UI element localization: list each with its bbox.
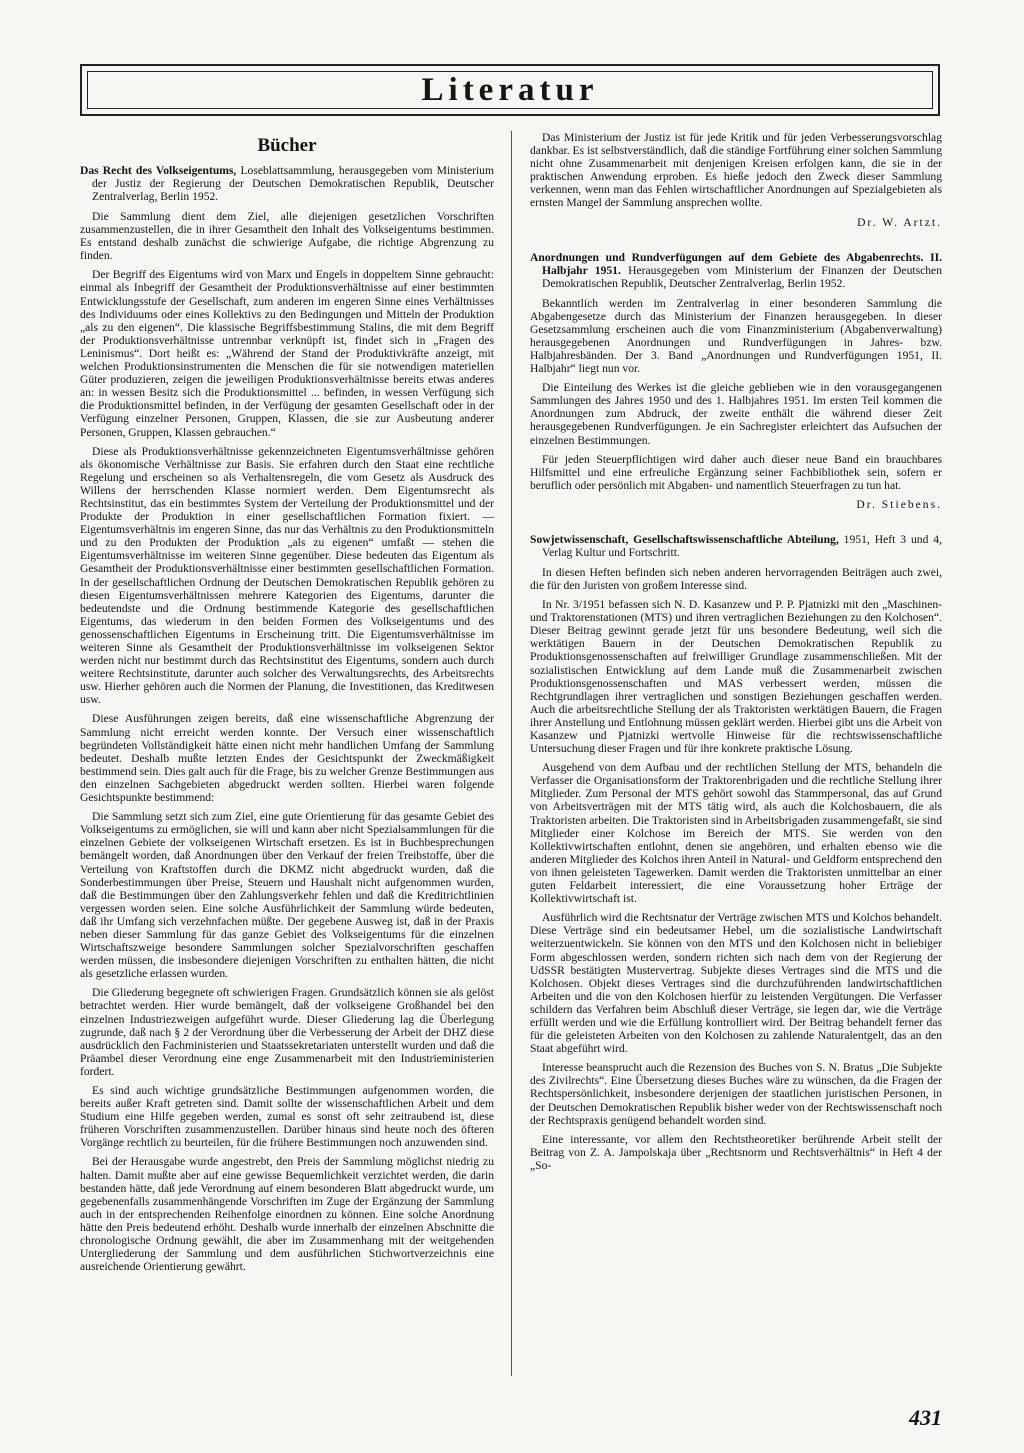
banner-inner-frame [87, 71, 933, 109]
entry-heading-title: Das Recht des Volkseigentums, [80, 164, 237, 177]
entry-heading-title: Anordnungen und Rundverfügungen auf dem Gebiete des Abgabenrechts. II. Halbjahr 1951. [530, 250, 942, 277]
entry-heading [530, 251, 942, 290]
paragraph: Interesse beansprucht auch die Rezension des Buches von S. N. Bratus „Die Subjekte des Zivilrechts“. Eine Übersetzung dieses Buches wäre zu wünschen, da die Fragen der Rechtspersönlichkeit, insbesondere derjenigen der staatlichen juristischen Personen, in der Deutschen Demokratischen Republik bisher weder von der Rechtswissenschaft noch der Rechtspraxis genügend behandelt worden sind. [530, 1061, 942, 1127]
right-column [530, 131, 942, 1385]
entry-heading-details: Loseblattsammlung, herausgegeben vom Ministerium der Justiz der Regierung der Deutschen Demokratischen Republik, Deutscher Zentralverlag, Berlin 1952. [92, 164, 494, 203]
entry-heading [80, 164, 494, 203]
paragraph: Die Sammlung dient dem Ziel, alle diejenigen gesetzlichen Vorschriften zusammenzustellen, die in ihrer Gesamtheit den Inhalt des Volkseigentums bestimmen. Es entstand deshalb zunächst die schwierige Aufgabe, die richtige Abgrenzung zu finden. [80, 210, 494, 263]
paragraph: In diesen Heften befinden sich neben anderen hervorragenden Beiträgen auch zwei, die für den Juristen von großem Interesse sind. [530, 565, 942, 592]
signature: Dr. Stiebens. [856, 497, 942, 511]
entry-heading [530, 533, 942, 559]
section-title: Bücher [257, 135, 317, 156]
paragraph: Für jeden Steuerpflichtigen wird daher auch dieser neue Band ein brauchbares Hilfsmittel und eine erfreuliche Ergänzung seiner Fachbibliothek sein, sofern er beruflich oder persönlich mit Abgaben- und namentlich Steuerfragen zu tun hat. [530, 452, 942, 492]
paragraph: Die Gliederung begegnete oft schwierigen Fragen. Grundsätzlich können sie als gelöst betrachtet werden. Hier wurde bemängelt, daß der volkseigene Großhandel bei den einzelnen Industriezweigen aufgeführt wurde. Dieser Gliederung lag die Überlegung zugrunde, daß nach § 2 der Verordnung über die Verbesserung der Arbeit der DHZ diese ausdrücklich den Fachministerien und Staatssekretariaten unterstellt wurden und daß die Präambel dieser Verordnung eine enge Zusammenarbeit mit den Industrieministerien fordert. [80, 986, 494, 1078]
paragraph: Die Sammlung setzt sich zum Ziel, eine gute Orientierung für das gesamte Gebiet des Volkseigentums zu ermöglichen, sie will und kann aber nicht Spezialsammlungen für die einzelnen Gebiete der volkseigenen Wirtschaft ersetzen. Es ist in Buchbesprechungen bemängelt worden, daß Anordnungen über den Verkauf der freien Treibstoffe, über die Verteilung von Kraftstoffen durch die DKMZ nicht abgedruckt wurden, daß die Sonderbestimmungen über Preise, Steuern und Haushalt nicht aufgenommen wurden, daß die Bestimmungen über den Zahlungsverkehr fehlen und daß die Kreditrichtlinien vergessen worden seien. Eine solche Ausführlichkeit der Sammlung würde bedeuten, daß ihr Umfang sich verzehnfachen müßte. Der gegebene Ausweg ist, daß in der Praxis neben dieser Sammlung für das ganze Gebiet des Volkseigentums für die einzelnen Wirtschaftszweige besondere Sammlungen solcher Spezialvorschriften geschaffen werden müssen, die insbesondere diejenigen Vorschriften zu enthalten hätten, die nicht als gesetzliche erlassen wurden. [80, 810, 494, 981]
paragraph: Bei der Herausgabe wurde angestrebt, den Preis der Sammlung möglichst niedrig zu halten. Damit mußte aber auf eine gewisse Bequemlichkeit verzichtet werden, die darin bestanden hätte, daß jede Verordnung auf einem besonderen Blatt abgedruckt wurde, um gegebenenfalls zusammenhängende Vorschriften im Zuge der Ergänzung der Sammlung auch in der entsprechenden Reihenfolge einordnen zu können. Eine solche Anordnung hätte den Preis bedeutend erhöht. Deshalb wurde innerhalb der einzelnen Abschnitte die chronologische Ordnung gewählt, die aber im Zusammenhang mit der weitgehenden Untergliederung der Sammlung und dem ausführlichen Stichwortverzeichnis eine ausreichende Orientierung gewährt. [80, 1155, 494, 1274]
paragraph: Ausgehend von dem Aufbau und der rechtlichen Stellung der MTS, behandeln die Verfasser die Organisationsform der Traktorenbrigaden und die rechtliche Stellung ihrer Mitglieder. Zum Personal der MTS gehört sowohl das Stammpersonal, das auf Grund von Arbeitsverträgen mit der MTS tätig wird, als auch die Kolchosbauern, die als Traktoristen arbeiten. Die Traktoristen sind in Arbeitsbrigaden zusammengefaßt, sie sind Mitglieder einer Kolchose im Bereich der MTS. Sie werden von den Kollektivwirtschaften entlohnt, denen sie angehören, und erhalten ebenso wie die anderen Mitglieder des Kolchos ihren Anteil in Natural- und Geldform entsprechend den von ihnen geleisteten Tagewerken. Damit werden die Traktoristen unmittelbar an einer guten Feldarbeit interessiert, die eine Voraussetzung hoher Erträge der Kollektivwirtschaft ist. [530, 761, 942, 906]
paragraph: Das Ministerium der Justiz ist für jede Kritik und für jeden Verbesserungsvorschlag dankbar. Es ist selbstverständlich, daß die ständige Fortführung einer solchen Sammlung nicht ohne Zusammenarbeit mit denjenigen Kreisen erfolgen kann, die sie in der praktischen Anwendung erproben. Es hieße jedoch den Zweck dieser Sammlung verkennen, wenn man das Fehlen wirtschaftlicher Anordnungen auf Spezialgebieten als ernsten Mangel der Sammlung ansprechen wollte. [530, 131, 942, 210]
paragraph: Der Begriff des Eigentums wird von Marx und Engels in doppeltem Sinne gebraucht: einmal als Inbegriff der Gesamtheit der Produktionsverhältnisse auf einer bestimmten Entwicklungsstufe der Gesellschaft, zum anderen im engeren Sinne eines Verhältnisses des Individuums oder eines Kollektivs zu den Bedingungen und Mitteln der Produktion „als zu den eigenen“. Die klassische Begriffsbestimmung Stalins, die mit dem Begriff der Produktionsverhältnisse untrennbar verknüpft ist, findet sich in „Fragen des Leninismus“. Dort heißt es: „Während der Stand der Produktivkräfte anzeigt, mit welchen Produktionsinstrumenten die Menschen die für sie notwendigen materiellen Güter produzieren, zeigen die jeweiligen Produktionsverhältnisse bereits etwas anderes an: in wessen Besitz sich die Produktionsmittel ... befinden, in wessen Verfügung sich die Produktionsmittel befinden, in der Verfügung der gesamten Gesellschaft oder in der Verfügung einzelner Personen, Gruppen, Klassen, die sie zur Ausbeutung anderer Personen, Gruppen, Klassen gebrauchen.“ [80, 268, 494, 439]
banner-title: Literatur [421, 71, 599, 108]
left-column [80, 131, 494, 1385]
page-number: 431 [909, 1405, 942, 1430]
literature-banner [80, 64, 940, 116]
paragraph: Die Einteilung des Werkes ist die gleiche geblieben wie in den vorausgegangenen Sammlungen des Jahres 1950 und des 1. Halbjahres 1951. Im ersten Teil kommen die Anordnungen zum Abdruck, der zweite enthält die während dieser Zeit herausgegebenen Rundverfügungen. Je ein Sachregister erleichtert das Aufsuchen der einzelnen Bestimmungen. [530, 381, 942, 447]
entry-heading-details: Herausgegeben vom Ministerium der Finanzen der Deutschen Demokratischen Republik, Deutscher Zentralverlag, Berlin 1952. [542, 263, 942, 290]
entry-heading-details: 1951, Heft 3 und 4, Verlag Kultur und Fortschritt. [542, 532, 942, 559]
paragraph: Ausführlich wird die Rechtsnatur der Verträge zwischen MTS und Kolchos behandelt. Diese Verträge sind ein bedeutsamer Hebel, um die sozialistische Landwirtschaft weiterzuentwickeln. Sie können von den MTS und den Kolchosen nicht in beliebiger Form abgeschlossen werden, sondern richten sich nach dem von der Regierung der UdSSR bestätigten Mustervertrag. Subjekte dieses Vertrages sind die MTS und die Kolchosen. Objekt dieses Vertrages sind die durchzuführenden landwirtschaftlichen Arbeiten und die von den Kolchosen hierfür zu leistenden Vergütungen. Die Verfasser schildern das Verfahren beim Abschluß dieser Verträge, sie legen dar, wie die Verträge erfüllt werden und wie die Erfüllung kontrolliert wird. Der Beitrag behandelt ferner das für die geleisteten Arbeiten von den Kolchosen zu zahlende Naturalentgelt, das an den Staat abgeführt wird. [530, 911, 942, 1056]
paragraph: Bekanntlich werden im Zentralverlag in einer besonderen Sammlung die Abgabengesetze durch das Ministerium der Finanzen herausgegeben. In dieser Gesetzsammlung erscheinen auch die vom Finanzministerium (Abgabenverwaltung) herausgegebenen Anordnungen und Rundverfügungen in Jahres- bzw. Halbjahresbänden. Der 3. Band „Anordnungen und Rundverfügungen 1951, II. Halbjahr“ liegt nun vor. [530, 296, 942, 376]
signature: Dr. W. Artzt. [857, 215, 942, 229]
paragraph: Diese Ausführungen zeigen bereits, daß eine wissenschaftliche Abgrenzung der Sammlung nicht erreicht werden konnte. Der Versuch einer wissenschaftlich begründeten Vollständigkeit hätte einen nicht mehr handlichen Umfang der Sammlung bedeutet. Deshalb mußte letzten Endes der Gesichtspunkt der Zweckmäßigkeit bestimmend sein. Dies galt auch für die Frage, bis zu welcher Grenze Bestimmungen aus den einzelnen Sachgebieten abgedruckt werden sollten. Hierbei waren folgende Gesichtspunkte bestimmend: [80, 712, 494, 805]
paragraph: Eine interessante, vor allem den Rechtstheoretiker berührende Arbeit stellt der Beitrag von Z. A. Jampolskaja über „Rechtsnorm und Rechtsverhältnis“ in Heft 4 der „So- [530, 1132, 942, 1172]
paragraph: Es sind auch wichtige grundsätzliche Bestimmungen aufgenommen worden, die bereits außer Kraft getreten sind. Damit sollte der wissenschaftlichen Arbeit und dem Studium eine Hilfe gegeben werden, zumal es sonst oft sehr zeitraubend ist, diese früheren Vorschriften zusammenzustellen. Darüber hinaus sind heute noch des öfteren Vorgänge rechtlich zu beurteilen, für die frühere Bestimmungen noch anzuwenden sind. [80, 1084, 494, 1150]
paragraph: In Nr. 3/1951 befassen sich N. D. Kasanzew und P. P. Pjatnizki mit den „Maschinen- und Traktorenstationen (MTS) und ihren vertraglichen Beziehungen zu den Kolchosen“. Dieser Beitrag gewinnt gerade jetzt für uns besondere Bedeutung, weil sich die werktätigen Bauern in der Deutschen Demokratischen Republik zu Produktionsgenossenschaften auf freiwilliger Grundlage zusammenschließen. Mit der sozialistischen Entwicklung auf dem Lande muß die Zusammenarbeit zwischen Produktionsgenossenschaften und MAS verbessert werden, müssen die Rechtgrundlagen ihrer vertraglichen und sonstigen Beziehungen geschaffen werden. Auch die arbeitsrechtliche Stellung der als Traktoristen werktätigen Bauern, die Fragen ihrer Anstellung und Entlohnung müssen geklärt werden. Hierbei gibt uns die Arbeit von Kasanzew und Pjatnizki wertvolle Hinweise für die rechtswissenschaftliche Untersuchung dieser Fragen und für ihre konkrete praktische Lösung. [530, 598, 942, 756]
paragraph: Diese als Produktionsverhältnisse gekennzeichneten Eigentumsverhältnisse gehören als ökonomische Verhältnisse zur Basis. Sie erfahren durch den Staat eine rechtliche Regelung und erscheinen so als Verhaltensregeln, die vom Gesetz als Ausdruck des Willens der herrschenden Klasse normiert werden. Dem Eigentumsrecht als Rechtsinstitut, das ein bestimmtes System der Verteilung der Produktionsmittel und der Produkte der Produktion in einer gesellschaftlichen Formation fixiert. — Eigentumsverhältnis im engeren Sinne, das nur das Verhältnis zu den Produktionsmitteln und zu den Produkten der Produktion „als zu eigenen“ umfaßt — stehen die Eigentumsverhältnisse im weiteren Sinne gegenüber. Diese bedeuten das Eigentum als Gesamtheit der Produktionsverhältnisse einer bestimmten gesellschaftlichen Formation. In der gesellschaftlichen Ordnung der Deutschen Demokratischen Republik gehören zu diesen Eigentumsverhältnissen mehrere Kategorien des Eigentums, darunter die bedeutendste und die Ordnung bestimmende Kategorie des gesellschaftlichen Eigentums, das wiederum in den beiden Formen des Volkseigentums und des genossenschaftlichen Eigentums in Erscheinung tritt. Die Eigentumsverhältnisse im weiteren Sinne als Gesamtheit der Produktionsverhältnisse im volkseigenen Sektor werden nicht nur bestimmt durch das Rechtsinstitut des Eigentums, sondern auch durch weitere Rechtsinstitute, darunter auch solcher des Verwaltungsrechts, des Arbeitsrechts usw. Hierher gehören auch die Normen der Planung, die Investitionen, das Kreditwesen usw. [80, 444, 494, 707]
column-divider [511, 131, 512, 1376]
entry-heading-title: Sowjetwissenschaft, Gesellschaftswissenschaftliche Abteilung, [530, 532, 839, 546]
